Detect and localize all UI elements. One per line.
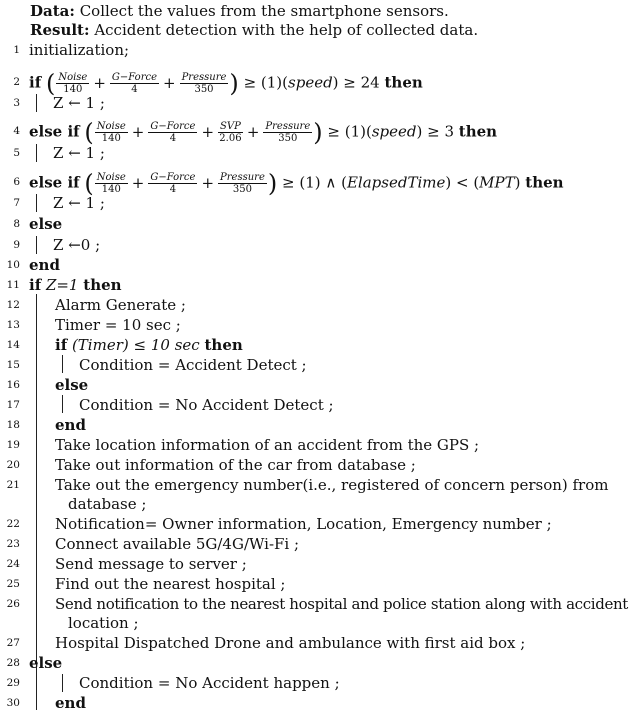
den: 4 — [131, 84, 138, 95]
den: 4 — [169, 133, 177, 144]
op-text: ≥ (1)( — [243, 73, 289, 92]
num: G−Force — [150, 172, 196, 183]
line-number: 18 — [6, 419, 20, 431]
frac-noise — [95, 172, 128, 195]
line-8 — [0, 215, 630, 237]
frac-pressure — [263, 121, 312, 144]
data-line — [30, 2, 449, 20]
plus: + — [246, 122, 260, 141]
line-text: Notification= Owner information, Location, Emergency number ; — [55, 515, 552, 533]
frac-svp — [218, 121, 243, 144]
line-23 — [0, 535, 630, 557]
line-number: 26 — [6, 598, 20, 610]
line-text: Find out the nearest hospital ; — [55, 575, 286, 593]
line-number: 15 — [6, 359, 20, 371]
var-z: Z=1 — [45, 276, 79, 294]
line-13 — [0, 316, 630, 338]
den: 140 — [101, 184, 121, 195]
num: Noise — [96, 121, 126, 132]
paren: ) — [313, 118, 323, 147]
kw-then: then — [525, 173, 564, 192]
var-timer: (Timer) — [71, 336, 129, 354]
result-line — [30, 21, 478, 39]
line-number: 24 — [6, 558, 20, 570]
kw-then: then — [204, 336, 243, 354]
line-number: 28 — [6, 657, 20, 669]
if-z-equals-1 — [29, 276, 122, 294]
result-label: Result: — [30, 21, 90, 39]
frac-pressure — [218, 172, 267, 195]
den: 140 — [63, 84, 83, 95]
line-number: 23 — [6, 538, 20, 550]
op-text: ) ≥ 24 — [332, 73, 380, 92]
line-20 — [0, 456, 630, 478]
line-28 — [0, 654, 630, 676]
line-number: 20 — [6, 459, 20, 471]
data-text: Collect the values from the smartphone sensors. — [79, 2, 449, 20]
line-number: 19 — [6, 439, 20, 451]
line-text: Take out the emergency number(i.e., registered of concern person) from — [55, 476, 609, 494]
line-22 — [0, 515, 630, 537]
den: 350 — [232, 184, 252, 195]
frac-noise — [95, 121, 128, 144]
line-text: Z ← 1 ; — [53, 144, 105, 162]
result-text: Accident detection with the help of collected data. — [94, 21, 479, 39]
line-number: 2 — [13, 76, 20, 88]
line-text: Condition = No Accident Detect ; — [79, 396, 334, 414]
line-21-cont — [0, 495, 630, 517]
kw-then: then — [384, 73, 423, 92]
var-speed: speed — [288, 73, 333, 92]
line-text: Take out information of the car from database ; — [55, 456, 416, 474]
den: 4 — [169, 184, 177, 195]
kw-then: then — [83, 276, 122, 294]
line-14 — [0, 336, 630, 358]
line-number: 8 — [13, 218, 20, 230]
line-text: Connect available 5G/4G/Wi-Fi ; — [55, 535, 300, 553]
line-number: 3 — [13, 97, 20, 109]
frac-gforce — [148, 172, 197, 195]
kw-else: else — [55, 376, 89, 394]
line-7 — [0, 194, 630, 216]
plus: + — [201, 173, 215, 192]
kw-then: then — [458, 122, 498, 141]
if-timer — [55, 336, 243, 354]
plus: + — [201, 122, 215, 141]
paren: ) — [267, 169, 278, 198]
kw-else-if: else if — [29, 122, 80, 141]
condition-speed-3 — [29, 118, 498, 147]
den: 2.06 — [219, 133, 242, 144]
frac-pressure — [180, 72, 229, 95]
op-text: ≥ (1)( — [327, 122, 372, 141]
num: G−Force — [150, 121, 196, 132]
num: SVP — [220, 121, 241, 132]
line-number: 16 — [6, 379, 20, 391]
line-text: Take location information of an accident from the GPS ; — [55, 436, 480, 454]
line-text: Condition = No Accident happen ; — [79, 674, 340, 692]
num: G−Force — [111, 72, 157, 83]
data-label: Data: — [30, 2, 75, 20]
line-number: 12 — [6, 299, 20, 311]
op-text: ≥ (1) ∧ ( — [282, 173, 347, 192]
line-number: 1 — [13, 44, 20, 56]
line-text: Z ←0 ; — [53, 236, 101, 254]
line-4 — [0, 115, 630, 145]
line-18 — [0, 416, 630, 438]
line-15 — [0, 356, 630, 378]
line-text: Send message to server ; — [55, 555, 247, 573]
num: Noise — [96, 172, 126, 183]
line-number: 11 — [6, 279, 20, 291]
line-text: Z ← 1 ; — [53, 194, 105, 212]
line-number: 4 — [13, 125, 20, 137]
line-5 — [0, 144, 630, 166]
line-text: Z ← 1 ; — [53, 94, 105, 112]
den: 140 — [101, 133, 121, 144]
line-number: 30 — [6, 697, 20, 709]
line-29 — [0, 674, 630, 696]
kw-else: else — [29, 654, 63, 672]
line-number: 13 — [6, 319, 20, 331]
line-25 — [0, 575, 630, 597]
frac-gforce — [148, 121, 197, 144]
line-30 — [0, 694, 630, 716]
line-11 — [0, 276, 630, 298]
line-number: 25 — [6, 578, 20, 590]
line-text: Alarm Generate ; — [55, 296, 186, 314]
line-text: Send notification to the nearest hospital and police station along with accident — [55, 595, 628, 613]
plus: + — [131, 173, 145, 192]
line-number: 6 — [13, 176, 20, 188]
num: Noise — [58, 72, 88, 83]
plus: + — [93, 73, 106, 92]
line-text: Hospital Dispatched Drone and ambulance with first aid box ; — [55, 634, 526, 652]
line-16 — [0, 376, 630, 398]
line-24 — [0, 555, 630, 577]
line-number: 29 — [6, 677, 20, 689]
frac-gforce — [110, 72, 159, 95]
condition-elapsed-time — [29, 169, 564, 198]
kw-if: if — [55, 336, 68, 354]
kw-if: if — [29, 73, 42, 92]
line-2 — [0, 66, 630, 96]
line-text: location ; — [68, 614, 139, 632]
condition-speed-24 — [29, 69, 423, 98]
num: Pressure — [220, 172, 265, 183]
line-1 — [0, 41, 630, 63]
num: Pressure — [265, 121, 311, 132]
kw-if: if — [29, 276, 42, 294]
line-text: database ; — [68, 495, 147, 513]
line-number: 5 — [13, 147, 20, 159]
line-26-cont — [0, 614, 630, 636]
paren: ) — [229, 69, 239, 98]
op-text: ) < ( — [445, 173, 480, 192]
paren: ( — [45, 69, 56, 98]
line-number: 10 — [6, 259, 20, 271]
line-text: Timer = 10 sec ; — [55, 316, 181, 334]
kw-end: end — [29, 256, 60, 274]
timer-value: 10 sec — [150, 336, 200, 354]
line-19 — [0, 436, 630, 458]
line-number: 9 — [13, 239, 20, 251]
line-9 — [0, 236, 630, 258]
num: Pressure — [181, 72, 227, 83]
kw-else: else — [29, 215, 63, 233]
line-number: 7 — [13, 197, 20, 209]
paren: ( — [84, 169, 94, 198]
plus: + — [131, 122, 145, 141]
line-number: 17 — [6, 399, 20, 411]
var-elapsed-time: ElapsedTime — [346, 173, 446, 192]
line-number: 27 — [6, 637, 20, 649]
line-6 — [0, 166, 630, 196]
line-17 — [0, 396, 630, 418]
var-mpt: MPT — [479, 173, 515, 192]
den: 350 — [278, 133, 298, 144]
line-number: 21 — [6, 479, 20, 491]
den: 350 — [194, 84, 214, 95]
paren: ( — [84, 118, 94, 147]
line-12 — [0, 296, 630, 318]
kw-else-if: else if — [29, 173, 80, 192]
kw-end: end — [55, 694, 86, 712]
plus: + — [163, 73, 176, 92]
line-number: 14 — [6, 339, 20, 351]
op-le: ≤ — [133, 336, 147, 354]
op-text: ) — [514, 173, 521, 192]
line-27 — [0, 634, 630, 656]
frac-noise — [56, 72, 89, 95]
line-3 — [0, 94, 630, 116]
line-text: initialization; — [29, 41, 130, 59]
op-text: ) ≥ 3 — [416, 122, 455, 141]
line-10 — [0, 256, 630, 278]
line-number: 22 — [6, 518, 20, 530]
var-speed: speed — [371, 122, 417, 141]
kw-end: end — [55, 416, 86, 434]
line-text: Condition = Accident Detect ; — [79, 356, 307, 374]
